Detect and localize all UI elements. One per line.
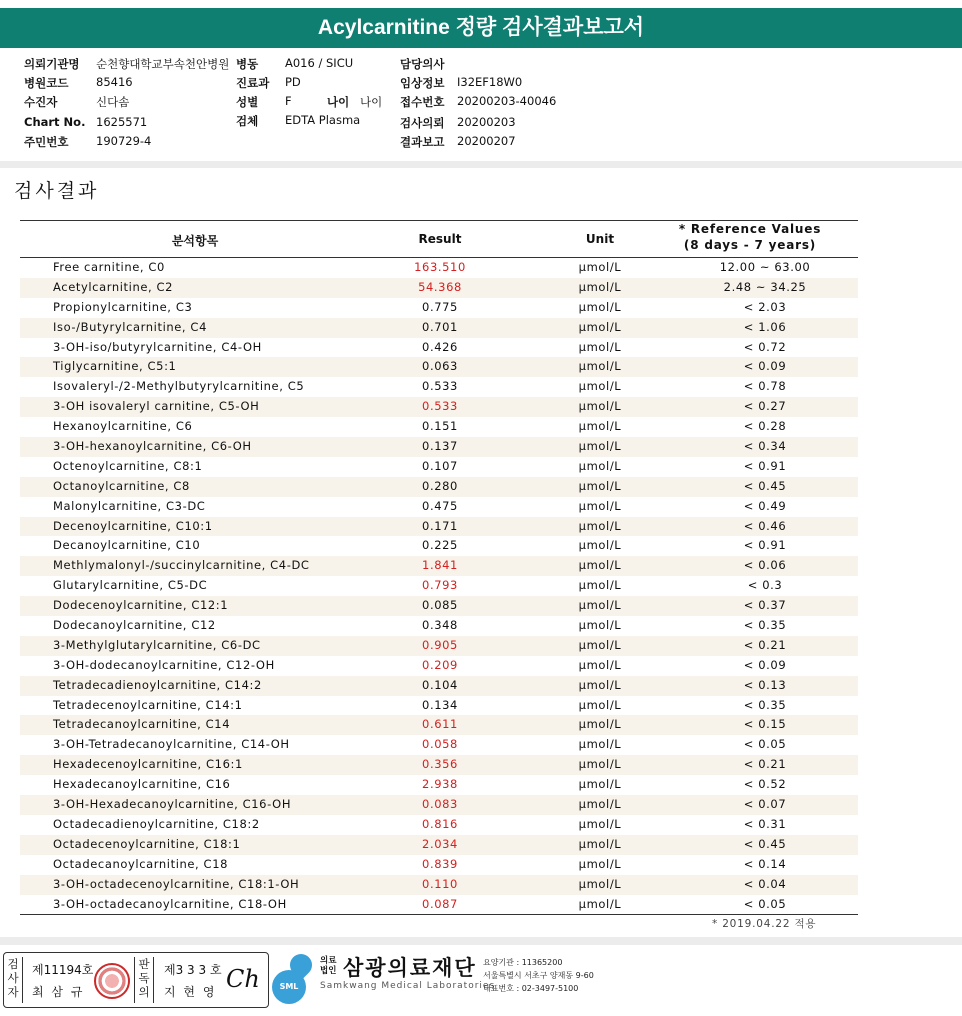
result-value: 0.104 bbox=[422, 677, 458, 692]
org-details bbox=[483, 956, 594, 995]
org-name: 삼광의료재단 bbox=[343, 956, 477, 980]
unit-value: µmol/L bbox=[578, 876, 622, 891]
result-value: 0.058 bbox=[422, 737, 458, 752]
reference-note: * 2019.04.22 적용 bbox=[712, 918, 817, 930]
result-value: 0.533 bbox=[422, 379, 458, 394]
analyte-name: Malonylcarnitine, C3-DC bbox=[53, 498, 206, 513]
result-value: 0.171 bbox=[422, 518, 458, 533]
table-row bbox=[20, 556, 858, 576]
header-unit: Unit bbox=[585, 232, 615, 246]
table-body bbox=[20, 258, 858, 914]
unit-value: µmol/L bbox=[578, 558, 622, 573]
unit-value: µmol/L bbox=[578, 856, 622, 871]
analyte-name: Octadecadienoylcarnitine, C18:2 bbox=[53, 816, 260, 831]
tester-vertical-label: 검사자 bbox=[4, 957, 23, 1003]
table-row bbox=[20, 417, 858, 437]
unit-value: µmol/L bbox=[578, 777, 622, 792]
divider bbox=[0, 937, 962, 945]
table-row bbox=[20, 357, 858, 377]
reference-value: < 0.04 bbox=[743, 876, 787, 891]
reference-value: < 0.46 bbox=[743, 518, 787, 533]
analyte-name: Octenoylcarnitine, C8:1 bbox=[53, 458, 203, 473]
unit-value: µmol/L bbox=[578, 399, 622, 414]
report-value: 20200207 bbox=[457, 134, 516, 148]
tester-name: 최 삼 규 bbox=[32, 985, 85, 999]
id-value: 190729-4 bbox=[96, 134, 152, 148]
request-label: 검사의뢰 bbox=[400, 116, 445, 130]
sex-value: F bbox=[285, 94, 292, 108]
analyte-name: Tetradecadienoylcarnitine, C14:2 bbox=[53, 677, 262, 692]
table-row bbox=[20, 636, 858, 656]
ward-value: A016 / SICU bbox=[285, 56, 354, 70]
table-row bbox=[20, 875, 858, 895]
age-label: 나이 bbox=[327, 95, 350, 109]
doctor-label: 담당의사 bbox=[400, 57, 445, 71]
table-row bbox=[20, 855, 858, 875]
unit-value: µmol/L bbox=[578, 896, 622, 911]
result-value: 0.475 bbox=[422, 498, 458, 513]
seal-stamp bbox=[94, 963, 130, 999]
unit-value: µmol/L bbox=[578, 677, 622, 692]
table-row bbox=[20, 517, 858, 537]
receipt-label: 접수번호 bbox=[400, 95, 445, 109]
table-row bbox=[20, 457, 858, 477]
reference-value: < 0.78 bbox=[743, 379, 787, 394]
unit-value: µmol/L bbox=[578, 518, 622, 533]
org-phone: 대표번호 : 02-3497-5100 bbox=[483, 984, 579, 993]
analyte-name: Acetylcarnitine, C2 bbox=[53, 279, 174, 294]
result-value: 54.368 bbox=[418, 279, 462, 294]
reference-value: < 0.21 bbox=[743, 757, 787, 772]
analyte-name: 3-OH-Hexadecanoylcarnitine, C16-OH bbox=[53, 797, 292, 812]
unit-value: µmol/L bbox=[578, 538, 622, 553]
unit-value: µmol/L bbox=[578, 717, 622, 732]
analyte-name: 3-OH-iso/butyrylcarnitine, C4-OH bbox=[53, 339, 262, 354]
chart-value: 1625571 bbox=[96, 115, 148, 129]
ward-label: 병동 bbox=[236, 57, 259, 71]
result-value: 1.841 bbox=[422, 558, 458, 573]
reference-value: < 0.91 bbox=[743, 538, 787, 553]
table-row bbox=[20, 576, 858, 596]
reference-value: < 2.03 bbox=[743, 299, 787, 314]
table-row bbox=[20, 377, 858, 397]
unit-value: µmol/L bbox=[578, 836, 622, 851]
analyte-name: 3-OH-Tetradecanoylcarnitine, C14-OH bbox=[53, 737, 290, 752]
result-value: 0.356 bbox=[422, 757, 458, 772]
result-value: 0.701 bbox=[422, 319, 458, 334]
table-row bbox=[20, 536, 858, 556]
patient-info bbox=[0, 52, 962, 162]
result-value: 0.083 bbox=[422, 797, 458, 812]
analyte-name: Hexadecenoylcarnitine, C16:1 bbox=[53, 757, 243, 772]
result-value: 0.426 bbox=[422, 339, 458, 354]
clinical-value: I32EF18W0 bbox=[457, 75, 523, 89]
unit-value: µmol/L bbox=[578, 339, 622, 354]
reference-value: < 0.05 bbox=[743, 896, 787, 911]
reference-value: < 0.14 bbox=[743, 856, 787, 871]
dept-label: 진료과 bbox=[236, 76, 270, 90]
collector-value: 신다솜 bbox=[96, 95, 130, 109]
unit-value: µmol/L bbox=[578, 737, 622, 752]
result-value: 0.151 bbox=[422, 419, 458, 434]
chart-label: Chart No. bbox=[24, 115, 86, 129]
footer bbox=[0, 948, 962, 1016]
unit-value: µmol/L bbox=[578, 697, 622, 712]
result-value: 0.793 bbox=[422, 578, 458, 593]
analyte-name: 3-OH-octadecanoylcarnitine, C18-OH bbox=[53, 896, 287, 911]
section-title: 검사결과 bbox=[14, 180, 100, 202]
org-english-name: Samkwang Medical Laboratories bbox=[320, 981, 496, 991]
table-row bbox=[20, 477, 858, 497]
result-value: 0.063 bbox=[422, 359, 458, 374]
analyte-name: Decanoylcarnitine, C10 bbox=[53, 538, 201, 553]
analyte-name: 3-OH-hexanoylcarnitine, C6-OH bbox=[53, 439, 252, 454]
org-address: 서울특별시 서초구 양재동 9-60 bbox=[483, 971, 594, 980]
unit-value: µmol/L bbox=[578, 299, 622, 314]
analyte-name: Dodecenoylcarnitine, C12:1 bbox=[53, 598, 229, 613]
divider bbox=[0, 161, 962, 168]
reference-value: < 0.09 bbox=[743, 359, 787, 374]
signature: Ch bbox=[226, 965, 260, 993]
receipt-value: 20200203-40046 bbox=[457, 94, 557, 108]
analyte-name: 3-Methylglutarylcarnitine, C6-DC bbox=[53, 637, 261, 652]
reviewer-vertical-label: 판독의 bbox=[134, 957, 154, 1003]
unit-value: µmol/L bbox=[578, 598, 622, 613]
unit-value: µmol/L bbox=[578, 458, 622, 473]
analyte-name: Octanoylcarnitine, C8 bbox=[53, 478, 190, 493]
result-value: 0.839 bbox=[422, 856, 458, 871]
reference-value: 12.00 ~ 63.00 bbox=[719, 260, 811, 274]
table-row bbox=[20, 258, 858, 278]
reference-value: < 0.3 bbox=[747, 578, 783, 593]
result-value: 0.134 bbox=[422, 697, 458, 712]
table-row bbox=[20, 895, 858, 915]
table-row bbox=[20, 775, 858, 795]
header-ref: * Reference Values bbox=[678, 222, 822, 236]
result-value: 0.348 bbox=[422, 618, 458, 633]
table-row bbox=[20, 795, 858, 815]
result-value: 0.280 bbox=[422, 478, 458, 493]
reference-value: < 0.37 bbox=[743, 598, 787, 613]
result-value: 0.611 bbox=[422, 717, 458, 732]
table-row bbox=[20, 835, 858, 855]
table-row bbox=[20, 596, 858, 616]
analyte-name: 3-OH-octadecenoylcarnitine, C18:1-OH bbox=[53, 876, 300, 891]
reference-value: < 0.31 bbox=[743, 816, 787, 831]
clinical-label: 임상정보 bbox=[400, 76, 445, 90]
analyte-name: Tetradecenoylcarnitine, C14:1 bbox=[53, 697, 243, 712]
analyte-name: Hexanoylcarnitine, C6 bbox=[53, 419, 193, 434]
signature-box bbox=[3, 952, 269, 1008]
reviewer-number: 제3 3 3 호 bbox=[164, 963, 222, 977]
reference-value: < 0.91 bbox=[743, 458, 787, 473]
result-value: 0.225 bbox=[422, 538, 458, 553]
reference-value: < 0.52 bbox=[743, 777, 787, 792]
unit-value: µmol/L bbox=[578, 578, 622, 593]
org-code: 요양기관 : 11365200 bbox=[483, 958, 563, 967]
collector-label: 수진자 bbox=[24, 95, 58, 109]
table-header bbox=[20, 220, 858, 258]
analyte-name: Iso-/Butyrylcarnitine, C4 bbox=[53, 319, 207, 334]
unit-value: µmol/L bbox=[578, 279, 622, 294]
reference-value: < 0.45 bbox=[743, 478, 787, 493]
unit-value: µmol/L bbox=[578, 618, 622, 633]
result-value: 0.905 bbox=[422, 637, 458, 652]
table-row bbox=[20, 676, 858, 696]
table-row bbox=[20, 397, 858, 417]
result-value: 2.034 bbox=[422, 836, 458, 851]
reference-value: < 0.27 bbox=[743, 399, 787, 414]
unit-value: µmol/L bbox=[578, 797, 622, 812]
unit-value: µmol/L bbox=[578, 379, 622, 394]
unit-value: µmol/L bbox=[578, 260, 622, 274]
table-row bbox=[20, 318, 858, 338]
result-value: 0.110 bbox=[422, 876, 458, 891]
reference-value: < 0.07 bbox=[743, 797, 787, 812]
report-title: Acylcarnitine 정량 검사결과보고서 bbox=[0, 8, 962, 48]
table-row bbox=[20, 497, 858, 517]
hosp-code-label: 병원코드 bbox=[24, 76, 69, 90]
result-value: 0.816 bbox=[422, 816, 458, 831]
reference-value: < 0.45 bbox=[743, 836, 787, 851]
result-value: 0.087 bbox=[422, 896, 458, 911]
result-value: 2.938 bbox=[422, 777, 458, 792]
reference-value: < 0.35 bbox=[743, 697, 787, 712]
specimen-value: EDTA Plasma bbox=[285, 113, 361, 127]
table-row bbox=[20, 656, 858, 676]
unit-value: µmol/L bbox=[578, 319, 622, 334]
tester-number: 제11194호 bbox=[32, 963, 94, 977]
analyte-name: Tiglycarnitine, C5:1 bbox=[53, 359, 177, 374]
table-row bbox=[20, 715, 858, 735]
analyte-name: 3-OH-dodecanoylcarnitine, C12-OH bbox=[53, 657, 275, 672]
reference-value: < 0.28 bbox=[743, 419, 787, 434]
analyte-name: Octadecenoylcarnitine, C18:1 bbox=[53, 836, 241, 851]
header-result: Result bbox=[418, 232, 462, 246]
org-type: 의료 법인 bbox=[320, 956, 337, 976]
reference-value: < 0.34 bbox=[743, 439, 787, 454]
reference-value: < 1.06 bbox=[743, 319, 787, 334]
result-value: 0.533 bbox=[422, 399, 458, 414]
analyte-name: Hexadecanoylcarnitine, C16 bbox=[53, 777, 231, 792]
hosp-code-value: 85416 bbox=[96, 75, 133, 89]
result-value: 0.107 bbox=[422, 458, 458, 473]
unit-value: µmol/L bbox=[578, 657, 622, 672]
reviewer-name: 지 현 영 bbox=[164, 985, 217, 999]
logo-icon: SML bbox=[272, 970, 306, 1004]
unit-value: µmol/L bbox=[578, 439, 622, 454]
unit-value: µmol/L bbox=[578, 816, 622, 831]
reference-value: < 0.35 bbox=[743, 618, 787, 633]
reference-value: 2.48 ~ 34.25 bbox=[723, 279, 807, 294]
table-row bbox=[20, 616, 858, 636]
table-row bbox=[20, 298, 858, 318]
unit-value: µmol/L bbox=[578, 359, 622, 374]
table-row bbox=[20, 815, 858, 835]
table-row bbox=[20, 437, 858, 457]
hospital-label: 의뢰기관명 bbox=[24, 57, 80, 71]
header-ref-range: (8 days - 7 years) bbox=[683, 238, 817, 252]
table-row bbox=[20, 278, 858, 298]
reference-value: < 0.21 bbox=[743, 637, 787, 652]
analyte-name: Glutarylcarnitine, C5-DC bbox=[53, 578, 208, 593]
request-value: 20200203 bbox=[457, 115, 516, 129]
table-row bbox=[20, 696, 858, 716]
analyte-name: Methlymalonyl-/succinylcarnitine, C4-DC bbox=[53, 558, 310, 573]
result-value: 0.209 bbox=[422, 657, 458, 672]
analyte-name: Decenoylcarnitine, C10:1 bbox=[53, 518, 213, 533]
unit-value: µmol/L bbox=[578, 498, 622, 513]
reference-value: < 0.13 bbox=[743, 677, 787, 692]
table-row bbox=[20, 755, 858, 775]
analyte-name: Octadecanoylcarnitine, C18 bbox=[53, 856, 229, 871]
result-value: 0.137 bbox=[422, 439, 458, 454]
analyte-name: 3-OH isovaleryl carnitine, C5-OH bbox=[53, 399, 260, 414]
header-item: 분석항목 bbox=[171, 234, 219, 248]
age-value: 나이 bbox=[360, 95, 383, 109]
result-value: 0.085 bbox=[422, 598, 458, 613]
reference-value: < 0.05 bbox=[743, 737, 787, 752]
id-label: 주민번호 bbox=[24, 135, 69, 149]
reference-value: < 0.06 bbox=[743, 558, 787, 573]
report-label: 결과보고 bbox=[400, 135, 445, 149]
hospital-value: 순천향대학교부속천안병원 bbox=[96, 57, 230, 71]
table-row bbox=[20, 338, 858, 358]
unit-value: µmol/L bbox=[578, 478, 622, 493]
reference-value: < 0.72 bbox=[743, 339, 787, 354]
analyte-name: Propionylcarnitine, C3 bbox=[53, 299, 193, 314]
unit-value: µmol/L bbox=[578, 637, 622, 652]
sex-label: 성별 bbox=[236, 95, 259, 109]
unit-value: µmol/L bbox=[578, 419, 622, 434]
analyte-name: Free carnitine, C0 bbox=[53, 260, 165, 274]
result-value: 0.775 bbox=[422, 299, 458, 314]
analyte-name: Isovaleryl-/2-Methylbutyrylcarnitine, C5 bbox=[53, 379, 305, 394]
reference-value: < 0.15 bbox=[743, 717, 787, 732]
reference-value: < 0.09 bbox=[743, 657, 787, 672]
analyte-name: Dodecanoylcarnitine, C12 bbox=[53, 618, 216, 633]
specimen-label: 검체 bbox=[236, 114, 259, 128]
result-value: 163.510 bbox=[414, 260, 466, 274]
dept-value: PD bbox=[285, 75, 301, 89]
unit-value: µmol/L bbox=[578, 757, 622, 772]
table-row bbox=[20, 735, 858, 755]
reference-value: < 0.49 bbox=[743, 498, 787, 513]
results-table bbox=[20, 220, 858, 915]
analyte-name: Tetradecanoylcarnitine, C14 bbox=[53, 717, 231, 732]
